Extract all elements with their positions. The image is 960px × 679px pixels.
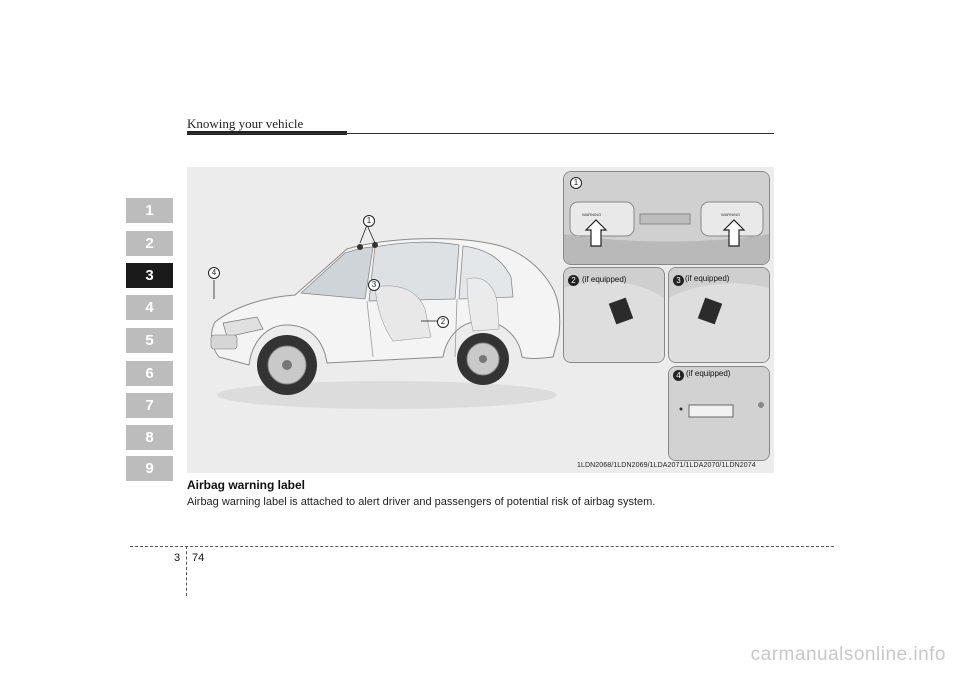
footer-chapter-number: 3 (174, 552, 181, 564)
callout-3: 3 (368, 279, 380, 291)
chapter-tab-1[interactable]: 1 (126, 198, 173, 223)
inset-1-number: 1 (570, 177, 582, 189)
chapter-tab-3[interactable]: 3 (126, 263, 173, 288)
figure-image-code: 1LDN2068/1LDN2069/1LDA2071/1LDA2070/1LDN2074 (577, 462, 756, 469)
inset-3-number: 3 (673, 275, 684, 286)
watermark: carmanualsonline.info (750, 644, 946, 665)
header-rule (187, 133, 774, 134)
airbag-label-figure (187, 167, 774, 473)
warning-text-left: WARNING (582, 212, 602, 217)
callout-1: 1 (363, 215, 375, 227)
footer-rule (130, 546, 834, 547)
page-header-title: Knowing your vehicle (187, 116, 304, 131)
inset-2-if-equipped: (if equipped) (582, 275, 627, 284)
inset-2-number: 2 (568, 275, 579, 286)
footer-vertical-rule (186, 546, 187, 596)
section-body: Airbag warning label is attached to alert driver and passengers of potential risk of airbag system. (187, 496, 656, 508)
chapter-tab-5[interactable]: 5 (126, 328, 173, 353)
inset-sun-visors (563, 171, 770, 265)
chapter-tab-4[interactable]: 4 (126, 295, 173, 320)
inset-4-if-equipped: (if equipped) (686, 369, 731, 378)
chapter-tab-8[interactable]: 8 (126, 425, 173, 450)
inset-front-door (563, 267, 665, 363)
section-title: Airbag warning label (187, 478, 306, 492)
callout-4: 4 (208, 267, 220, 279)
callout-lines (187, 167, 487, 367)
chapter-tab-6[interactable]: 6 (126, 361, 173, 386)
chapter-tab-9[interactable]: 9 (126, 456, 173, 481)
chapter-tab-7[interactable]: 7 (126, 393, 173, 418)
footer-page-number: 74 (192, 552, 205, 564)
chapter-tab-2[interactable]: 2 (126, 231, 173, 256)
inset-rear-door (668, 267, 770, 363)
inset-engine-hood (668, 366, 770, 461)
sun-visor-illustration (564, 172, 769, 264)
warning-text-right: WARNING (721, 212, 741, 217)
callout-2: 2 (437, 316, 449, 328)
inset-3-if-equipped: (if equipped) (685, 274, 730, 283)
engine-hood-illustration (669, 367, 769, 460)
inset-4-number: 4 (673, 370, 684, 381)
